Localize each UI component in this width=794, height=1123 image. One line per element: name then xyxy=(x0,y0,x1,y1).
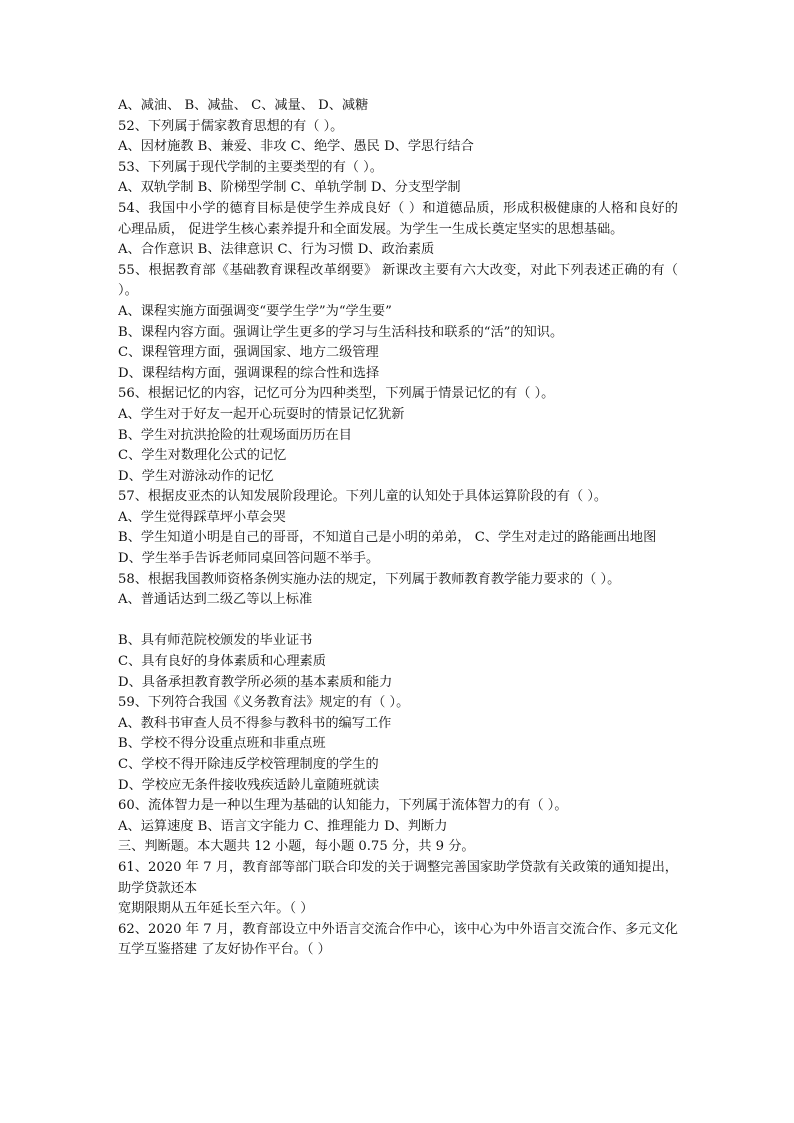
text-line: A、学生对于好友一起开心玩耍时的情景记忆犹新 xyxy=(118,406,405,422)
question-55: 55、根据教育部《基础教育课程改革纲要》 新课改主要有六大改变，对此下列表述正确的有（ ）。 xyxy=(118,262,678,299)
question-61: 61、2020 年 7 月，教育部等部门联合印发的关于调整完善国家助学贷款有关政策的通知提出，助学贷款还本 xyxy=(118,859,678,896)
text-line: A、运算速度 B、语言文字能力 C、推理能力 D、判断力 xyxy=(118,818,448,834)
text-line: C、学校不得开除违反学校管理制度的学生的 xyxy=(118,757,379,772)
question-62: 62、2020 年 7 月，教育部设立中外语言交流合作中心，该中心为中外语言交流合作、多元文化互学互鉴搭建 了友好协作平台。（ ） xyxy=(118,921,678,958)
text-line: D、学生对游泳动作的记忆 xyxy=(118,468,274,484)
text-line: B、学生知道小明是自己的哥哥，不知道自己是小明的弟弟， C、学生对走过的路能画出地图 xyxy=(118,530,657,546)
text-line: 宽期限期从五年延长至六年。（ ） xyxy=(118,901,314,917)
text-line: D、具备承担教育教学所必须的基本素质和能力 xyxy=(118,674,393,690)
text-line: B、学生对抗洪抢险的壮观场面历历在目 xyxy=(118,427,352,443)
question-54: 54、我国中小学的德育目标是使学生养成良好（ ）和道德品质，形成积极健康的人格和良好的心理品质， 促进学生核心素养提升和全面发展。为学生一生成长奠定坚实的思想基础。 xyxy=(118,200,678,237)
text-line: D、课程结构方面，强调课程的综合性和选择 xyxy=(118,365,380,381)
question-59: 59、下列符合我国《义务教育法》规定的有（ ）。 xyxy=(118,695,410,711)
question-53: 53、下列属于现代学制的主要类型的有（ ）。 xyxy=(118,159,383,175)
question-58: 58、根据我国教师资格条例实施办法的规定，下列属于教师教育教学能力要求的（ ）。 xyxy=(118,571,621,587)
text-line: A、普通话达到二级乙等以上标准 xyxy=(118,592,313,608)
text-line: B、学校不得分设重点班和非重点班 xyxy=(118,736,326,752)
text-line: D、学校应无条件接收残疾适龄儿童随班就读 xyxy=(118,777,380,793)
text-line: A、合作意识 B、法律意识 C、行为习惯 D、政治素质 xyxy=(118,242,435,258)
text-line: B、具有师范院校颁发的毕业证书 xyxy=(118,633,313,649)
text-line: C、学生对数理化公式的记忆 xyxy=(118,448,287,464)
question-56: 56、根据记忆的内容，记忆可分为四种类型，下列属于情景记忆的有（ ）。 xyxy=(118,386,555,402)
text-line: A、因材施教 B、兼爱、非攻 C、绝学、愚民 D、学思行结合 xyxy=(118,139,474,155)
text-line: A、课程实施方面强调变“要学生学”为“学生要” xyxy=(118,303,392,319)
section-heading: 三、判断题。本大题共 12 小题，每小题 0.75 分，共 9 分。 xyxy=(118,839,475,855)
text-line: A、教科书审查人员不得参与教科书的编写工作 xyxy=(118,715,392,731)
text-line: C、具有良好的身体素质和心理素质 xyxy=(118,654,326,670)
text-line: A、减油、 B、减盐、 C、减量、 D、减糖 xyxy=(118,98,369,113)
text-line: C、课程管理方面，强调国家、地方二级管理 xyxy=(118,345,379,361)
question-52: 52、下列属于儒家教育思想的有（ ）。 xyxy=(118,118,344,134)
text-line: A、学生觉得踩草坪小草会哭 xyxy=(118,509,286,525)
text-line: D、学生举手告诉老师同桌回答问题不举手。 xyxy=(118,551,380,567)
question-60: 60、流体智力是一种以生理为基础的认知能力，下列属于流体智力的有（ ）。 xyxy=(118,798,568,814)
document-body xyxy=(118,96,678,961)
text-line: B、课程内容方面。强调让学生更多的学习与生活科技和联系的“活”的知识。 xyxy=(118,324,564,340)
blank-line xyxy=(118,611,678,632)
text-line: A、双轨学制 B、阶梯型学制 C、单轨学制 D、分支型学制 xyxy=(118,180,461,196)
question-57: 57、根据皮亚杰的认知发展阶段理论。下列儿童的认知处于具体运算阶段的有（ ）。 xyxy=(118,489,608,505)
